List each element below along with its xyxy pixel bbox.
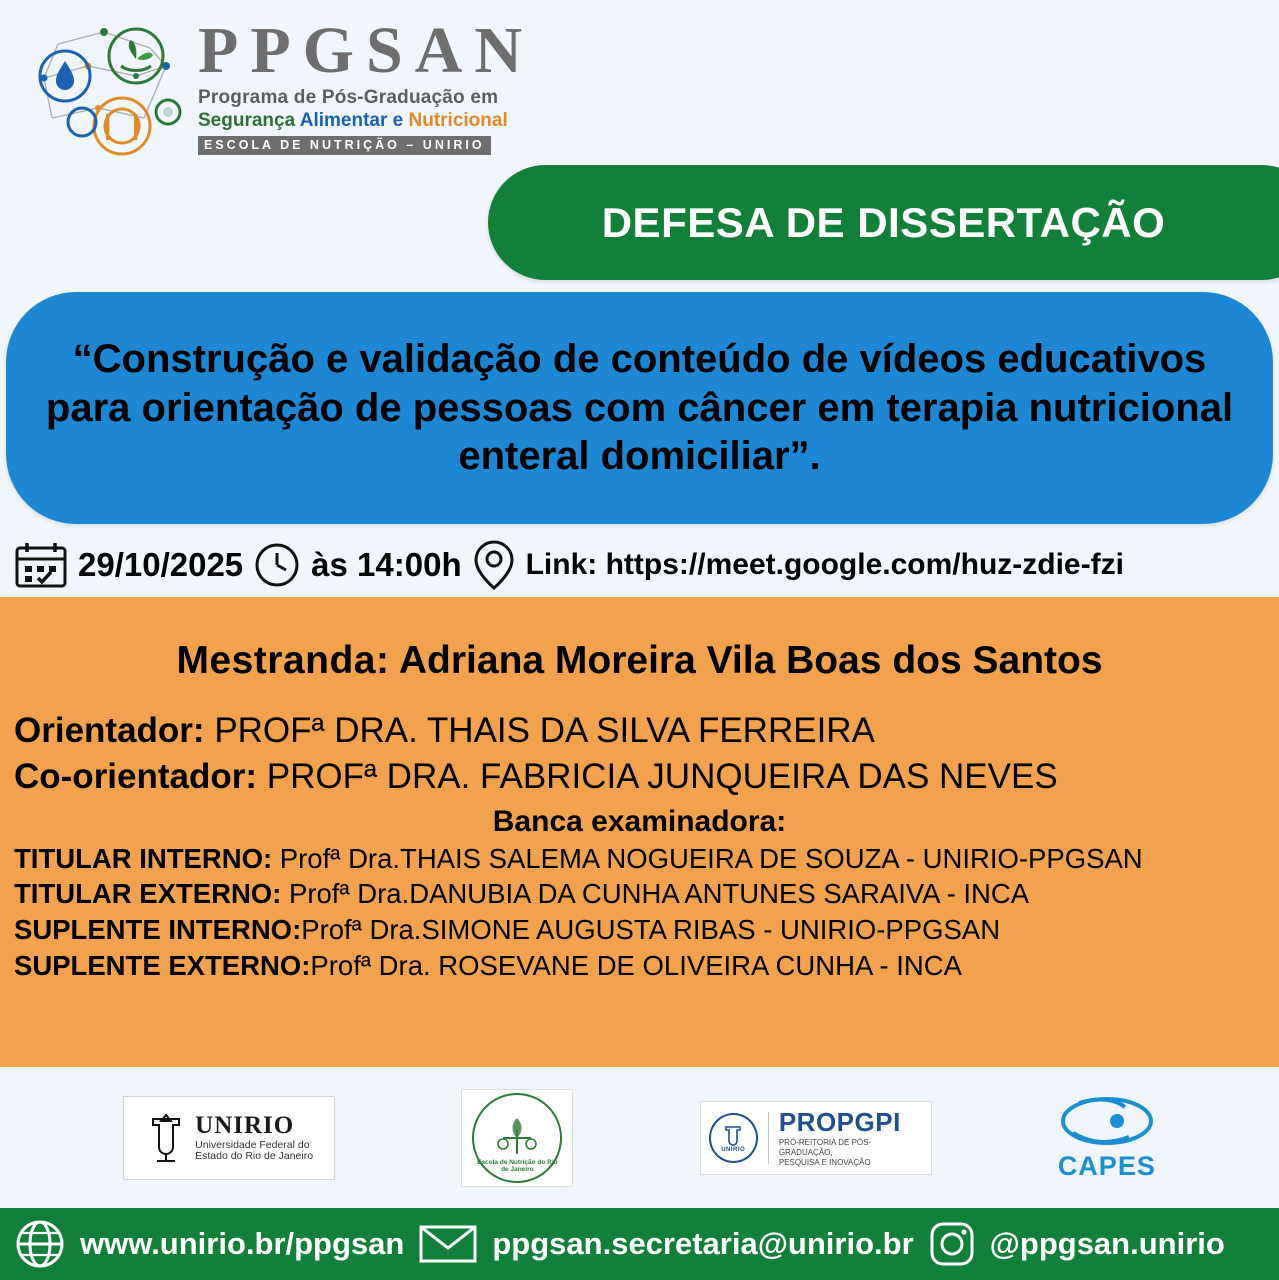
coadvisor-row (0, 755, 1279, 799)
coadvisor-label: Co-orientador: (14, 756, 258, 796)
capes-name: CAPES (1057, 1151, 1156, 1181)
meeting-link[interactable]: Link: https://meet.google.com/huz-zdie-fzi (525, 548, 1124, 581)
student-name: Adriana Moreira Vila Boas dos Santos (398, 639, 1103, 682)
list-item (14, 876, 1279, 912)
instagram-handle[interactable]: @ppgsan.unirio (989, 1226, 1225, 1261)
program-acronym: PPGSAN (198, 14, 534, 87)
unirio-seal-icon (709, 1113, 758, 1163)
student-row (0, 639, 1279, 683)
ppgsan-logo (18, 14, 534, 162)
propgpi-subtitle-2: PESQUISA E INOVAÇÃO (778, 1158, 871, 1167)
schedule-row (14, 536, 1271, 594)
unirio-logo (123, 1096, 335, 1180)
committee-name: Profª Dra.THAIS SALEMA NOGUEIRA DE SOUZA - UNIRIO-PPGSAN (272, 842, 1143, 874)
ppgsan-logo-text (198, 14, 534, 155)
program-line-3: ESCOLA DE NUTRIÇÃO – UNIRIO (198, 136, 491, 155)
unirio-name: UNIRIO (195, 1112, 295, 1140)
committee-list (0, 841, 1279, 984)
dissertation-title-banner (6, 292, 1273, 524)
event-type-banner (488, 165, 1279, 280)
calendar-icon (14, 541, 68, 589)
committee-name: Profª Dra.SIMONE AUGUSTA RIBAS - UNIRIO-PPGSAN (301, 914, 1001, 945)
escola-nutricao-emblem-icon (472, 1093, 562, 1183)
unirio-subtitle-2: Estado do Rio de Janeiro (195, 1149, 314, 1162)
advisor-label: Orientador: (14, 711, 205, 750)
program-line-2 (198, 110, 534, 132)
propgpi-subtitle-1: PRÓ-REITORIA DE PÓS-GRADUAÇÃO, (778, 1138, 872, 1157)
contact-footer (0, 1208, 1279, 1280)
committee-title: Banca examinadora: (492, 804, 787, 838)
coadvisor-name: PROFª DRA. FABRICIA JUNQUEIRA DAS NEVES (266, 756, 1058, 796)
program-line-2-nut: Nutricional (408, 109, 508, 131)
logo-icons (18, 14, 190, 162)
committee-role: TITULAR EXTERNO: (14, 878, 282, 910)
email-address[interactable]: ppgsan.secretaria@unirio.br (492, 1226, 914, 1261)
program-line-2-ali: Alimentar e (299, 109, 404, 131)
location-pin-icon (472, 539, 516, 591)
capes-logo (1058, 1093, 1156, 1182)
committee-role: SUPLENTE INTERNO: (14, 914, 302, 945)
program-line-1: Programa de Pós-Graduação em (198, 86, 499, 108)
defense-date: 29/10/2025 (78, 546, 244, 583)
defense-time: às 14:00h (311, 546, 462, 583)
capes-mark-icon (1059, 1093, 1155, 1149)
propgpi-logo (700, 1101, 932, 1175)
people-section (0, 597, 1279, 1071)
list-item (14, 912, 1279, 948)
escola-nutricao-logo (461, 1089, 573, 1187)
committee-name: Profª Dra.DANUBIA DA CUNHA ANTUNES SARAIVA - INCA (281, 878, 1030, 910)
committee-name: Profª Dra. ROSEVANE DE OLIVEIRA CUNHA - INCA (310, 949, 962, 981)
globe-icon (14, 1218, 66, 1270)
propgpi-name: PROPGPI (778, 1107, 901, 1137)
advisor-name: PROFª DRA. THAIS DA SILVA FERREIRA (214, 711, 875, 750)
list-item (14, 948, 1279, 984)
committee-role: TITULAR INTERNO: (14, 842, 273, 874)
committee-role: SUPLENTE EXTERNO: (14, 949, 311, 981)
event-type-label: DEFESA DE DISSERTAÇÃO (601, 198, 1166, 246)
student-label: Mestranda: (176, 639, 390, 682)
list-item (14, 841, 1279, 877)
propgpi-seal-label: UNIRIO (721, 1146, 746, 1153)
website-link[interactable]: www.unirio.br/ppgsan (80, 1226, 405, 1261)
email-icon (418, 1222, 478, 1266)
escola-nutricao-label: Escola de Nutrição do Rio de Janeiro (477, 1158, 558, 1173)
ppgsan-logo-mark (18, 14, 190, 162)
sponsor-logos (0, 1067, 1279, 1208)
dissertation-title: “Construção e validação de conteúdo de vídeos educativos para orientação de pessoas com câncer em terapia nutricional enteral domiciliar”. (45, 336, 1234, 479)
program-line-2-seg: Segurança (198, 109, 296, 131)
unirio-subtitle-1: Universidade Federal do (195, 1138, 310, 1151)
advisor-row (0, 709, 1279, 753)
clock-icon (253, 541, 301, 589)
divider (768, 1112, 769, 1164)
instagram-icon (928, 1220, 976, 1268)
unirio-shield-icon (145, 1113, 187, 1163)
